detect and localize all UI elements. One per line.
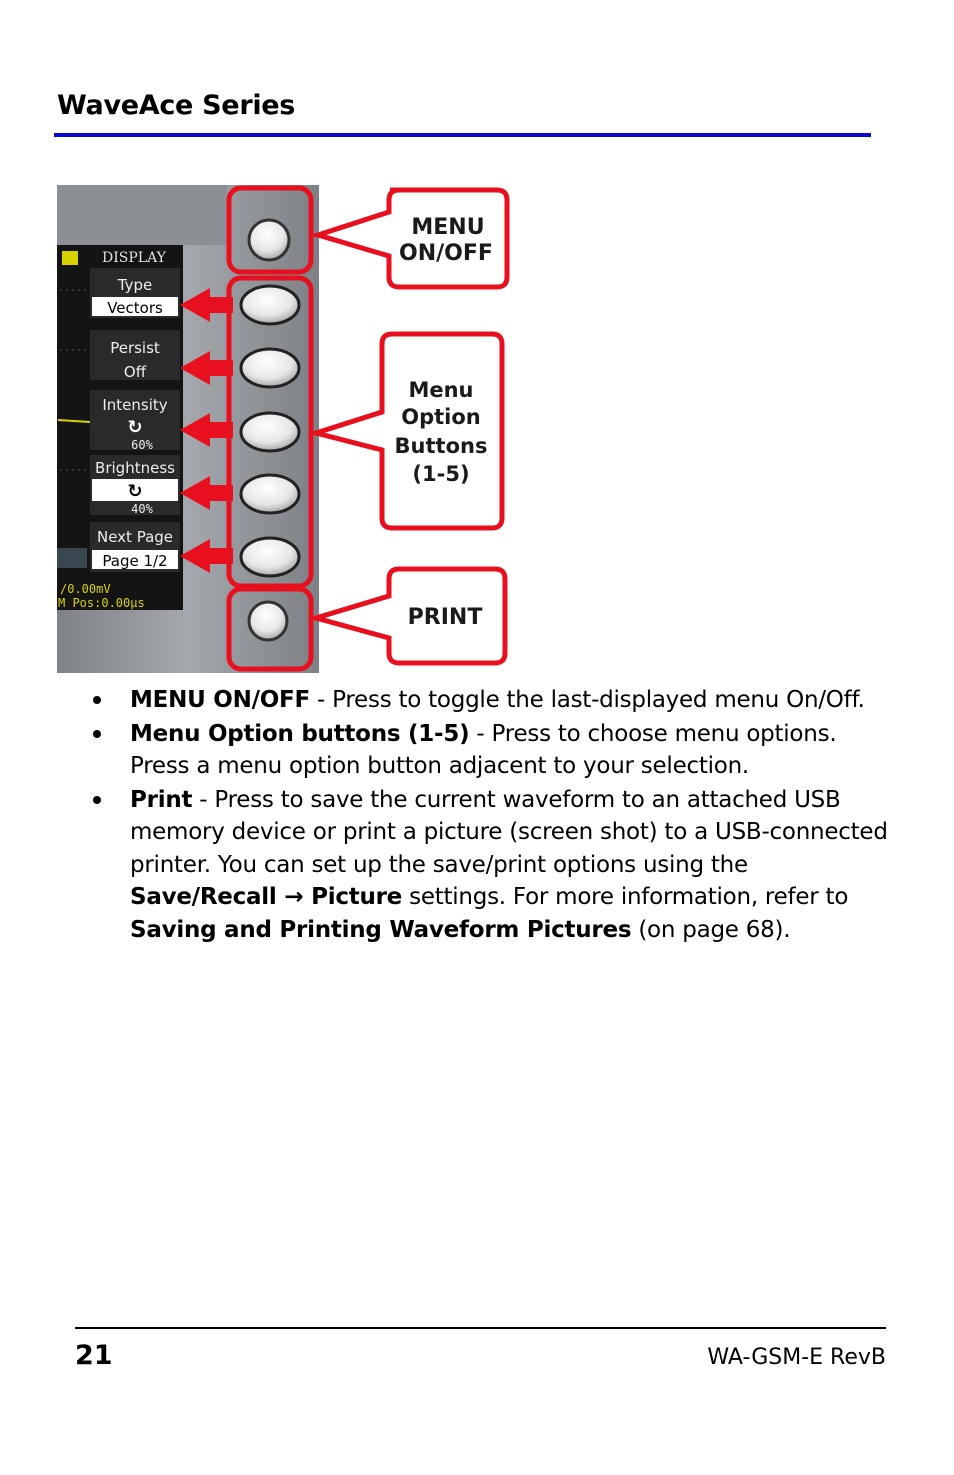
screen-item-value: 60%: [131, 438, 153, 452]
option-button-5[interactable]: [241, 538, 299, 576]
options-callout-line: Menu: [408, 378, 474, 402]
bullet-term: MENU ON/OFF: [130, 687, 310, 713]
bullet-text: - Press to toggle the last-displayed menu On/Off.: [309, 687, 865, 713]
screen-item-value: Off: [123, 363, 147, 381]
bullet-text: - Press to choose menu options. Press a menu option button adjacent to your selection.: [130, 720, 837, 779]
bullet-text: settings. For more information, refer to: [402, 884, 849, 910]
print-button[interactable]: [249, 602, 287, 640]
print-callout-label: PRINT: [407, 605, 483, 630]
rotate-icon: ↻: [127, 417, 143, 438]
screen-item-label: Type: [117, 276, 153, 294]
menu-callout-line: ON/OFF: [399, 241, 493, 266]
list-item: [130, 718, 890, 783]
bullet-dot: [93, 730, 101, 738]
page-header-title: WaveAce Series: [57, 90, 296, 121]
bullet-text: (on page 68).: [631, 916, 791, 943]
screen-item-value: Vectors: [107, 299, 163, 317]
screen-item-label: Persist: [110, 339, 160, 357]
bullet-bold-ref: Save/Recall → Picture: [130, 884, 403, 910]
bullet-term: Menu Option buttons (1-5): [130, 720, 470, 747]
cross-reference-link[interactable]: Saving and Printing Waveform Pictures: [130, 916, 632, 943]
screen-readout: /0.00mV: [60, 582, 111, 596]
screen-item-value: 40%: [131, 502, 153, 516]
screen-item-label: Intensity: [102, 396, 168, 414]
option-button-2[interactable]: [241, 349, 299, 387]
options-callout-line: Option: [401, 405, 481, 429]
list-item: [130, 784, 890, 947]
bullet-list: [130, 684, 890, 947]
rotate-icon: ↻: [127, 481, 143, 502]
bullet-text: - Press to save the current waveform to an attached USB memory device or print a picture (screen shot) to a USB-connected printer. You can set up the save/print options using the: [130, 786, 888, 878]
screen-item-label: Brightness: [95, 459, 175, 477]
options-callout-line: (1-5): [412, 462, 470, 486]
option-button-3[interactable]: [241, 413, 299, 451]
figure-svg: [0, 0, 954, 700]
oscilloscope-menu-figure: [0, 0, 954, 700]
option-button-1[interactable]: [241, 286, 299, 324]
display-icon: [62, 251, 78, 265]
bullet-dot: [93, 696, 101, 704]
options-callout-line: Buttons: [394, 434, 488, 458]
option-button-4[interactable]: [241, 475, 299, 513]
screen-item-value: Page 1/2: [102, 552, 168, 570]
bullet-dot: [93, 796, 101, 804]
bullet-term: Print: [130, 786, 193, 813]
options-callout: [316, 334, 502, 528]
menu-on-off-button[interactable]: [249, 220, 289, 260]
screen-readout: M Pos:0.00µs: [58, 596, 145, 610]
screen-menu-title: DISPLAY: [102, 250, 166, 266]
screen-item-label: Next Page: [96, 528, 174, 546]
footer-rule: [75, 1327, 886, 1329]
page-number: 21: [75, 1340, 113, 1371]
list-item: [130, 684, 890, 717]
document-id: WA-GSM-E RevB: [707, 1345, 886, 1370]
menu-callout-line: MENU: [411, 215, 485, 240]
